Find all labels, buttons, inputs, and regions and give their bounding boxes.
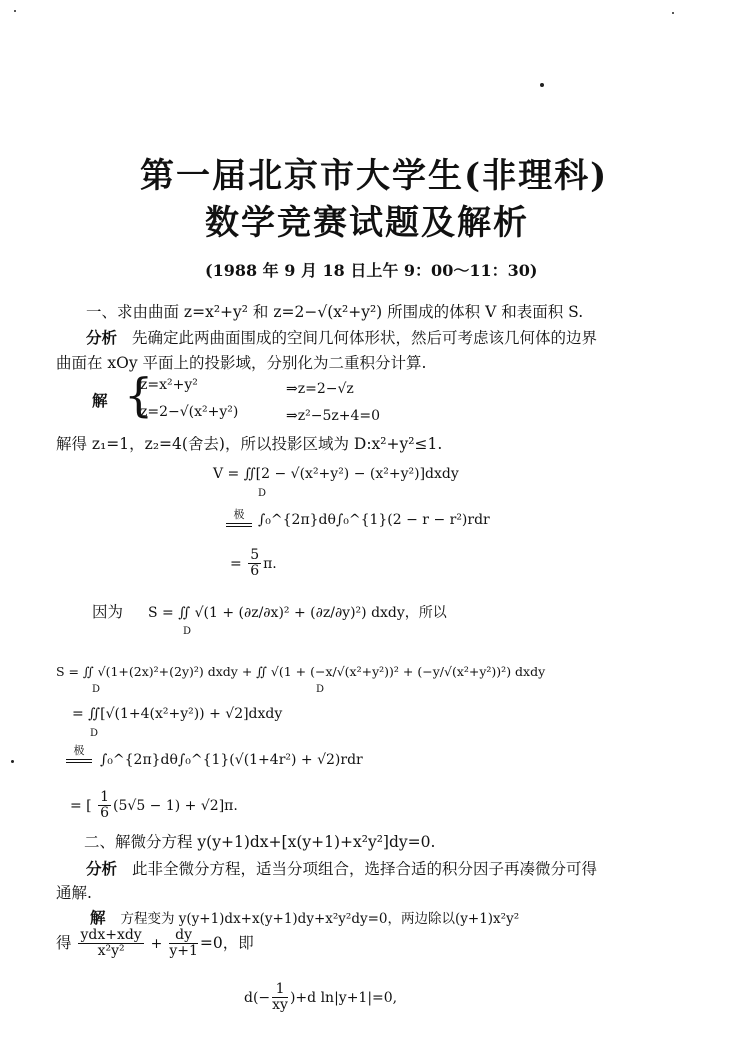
analysis-text: 此非全微分方程，适当分项组合，选择合适的积分因子再凑微分可得 xyxy=(131,860,597,878)
volume-region-sub: D xyxy=(258,488,267,499)
scan-speck xyxy=(672,12,674,14)
scan-speck xyxy=(11,760,14,763)
q2-final-line: d(− $\frac{1}{xy}$ )+d ln|y+1|=0, xyxy=(244,981,398,1014)
surface-line-2: = ∬[√(1+4(x²+y²)) + √2]dxdy xyxy=(72,706,283,722)
scan-speck xyxy=(540,83,544,87)
solution-label: 解 xyxy=(92,391,108,410)
title-line-2: 数学竞赛试题及解析 xyxy=(205,203,529,243)
roots-text: 解得 z₁=1，z₂=4(舍去)，所以投影区域为 D:x²+y²≤1. xyxy=(56,435,443,453)
analysis-label: 分析 xyxy=(86,859,118,878)
volume-polar-label: 极 xyxy=(226,506,252,527)
analysis-label: 分析 xyxy=(86,328,118,347)
fraction-1: $\frac{\text{ydx+xdy}}{\text{x²y²}}$ xyxy=(80,927,142,960)
volume-fraction: $\frac{5}{6}$ xyxy=(250,547,260,580)
title-line-1: 第一届北京市大学生(非理科) xyxy=(140,156,609,196)
q2-solution xyxy=(90,906,519,928)
surface-line-2-sub: D xyxy=(90,728,99,739)
surface-line-4: = [ $\frac{1}{6}$ (5√5 − 1) + √2]π. xyxy=(70,789,238,822)
scan-speck xyxy=(14,10,16,12)
final-fraction: $\frac{1}{xy}$ xyxy=(272,981,288,1014)
q2-prompt: 二、解微分方程 y(y+1)dx+[x(y+1)+x²y²]dy=0. xyxy=(84,833,436,851)
q2-analysis-cont: 通解. xyxy=(56,884,92,902)
system-brace: { xyxy=(124,368,154,422)
surface-formula: S = ∬ √(1 + (∂z/∂x)² + (∂z/∂y)²) dxdy，所以 xyxy=(148,605,447,621)
analysis-text: 先确定此两曲面围成的空间几何体形状，然后可考虑该几何体的边界 xyxy=(131,329,597,347)
volume-line-3: = $\frac{5}{6}$ π. xyxy=(230,547,277,580)
q1-analysis xyxy=(86,326,597,348)
surface-line-3: ∫₀^{2π}dθ∫₀^{1}(√(1+4r²) + √2)rdr xyxy=(100,752,363,768)
surface-formula-sub: D xyxy=(183,626,192,637)
q2-analysis xyxy=(86,857,597,879)
surface-line-1: S = ∬ √(1+(2x)²+(2y)²) dxdy + ∬ √(1 + (−x/√(x²+y²))² + (−y/√(x²+y²))²) dxdy xyxy=(56,664,546,679)
volume-line-1: V = ∬[2 − √(x²+y²) − (x²+y²)]dxdy xyxy=(213,466,459,482)
system-row-1-left: z=x²+y² xyxy=(140,377,198,393)
exam-date: (1988 年 9 月 18 日上午 9：00～11：30) xyxy=(205,261,538,280)
surface-intro: 因为 xyxy=(92,603,124,621)
surface-line-1-sub-b: D xyxy=(316,684,325,695)
q1-prompt: 一、求由曲面 z=x²+y² 和 z=2−√(x²+y²) 所围成的体积 V 和表面积 S. xyxy=(86,303,584,321)
solution-label: 解 xyxy=(90,908,106,927)
surface-fraction: $\frac{1}{6}$ xyxy=(100,789,110,822)
q2-solution-line-2: 得 $\frac{\text{ydx+xdy}}{\text{x²y²}}$ + $\frac{dy}{y+1}$ =0，即 xyxy=(56,927,254,960)
surface-polar-label: 极 xyxy=(66,742,92,763)
volume-line-2: ∫₀^{2π}dθ∫₀^{1}(2 − r − r²)rdr xyxy=(258,512,490,528)
system-row-1-right: ⇒z=2−√z xyxy=(286,381,354,397)
surface-line-1-sub-a: D xyxy=(92,684,101,695)
solution-text: 方程变为 y(y+1)dx+x(y+1)dy+x²y²dy=0，两边除以(y+1)x²y² xyxy=(120,911,520,927)
system-row-2-right: ⇒z²−5z+4=0 xyxy=(286,408,381,424)
system-row-2-left: z=2−√(x²+y²) xyxy=(140,404,239,420)
fraction-2: $\frac{dy}{y+1}$ xyxy=(169,927,198,960)
q1-analysis-cont: 曲面在 xOy 平面上的投影域，分别化为二重积分计算. xyxy=(56,354,427,372)
